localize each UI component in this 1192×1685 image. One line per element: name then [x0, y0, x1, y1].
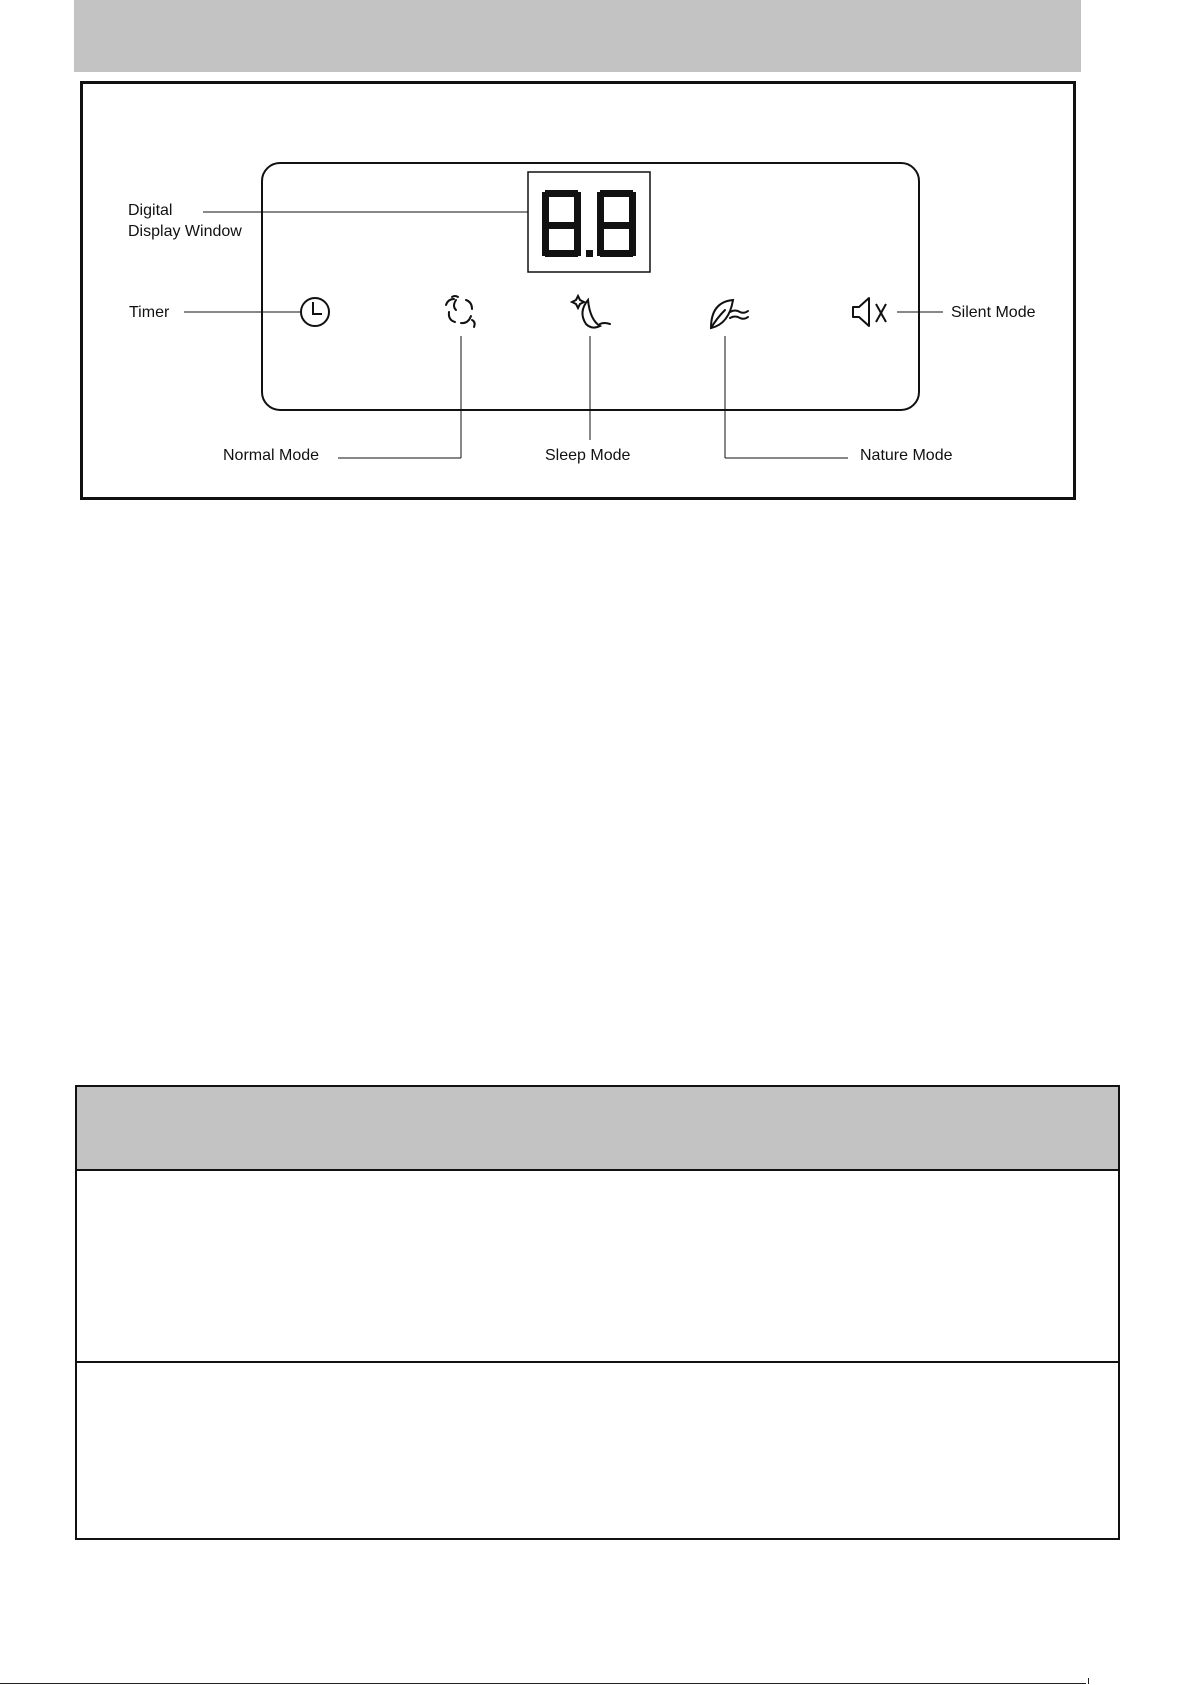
- label-digital-line2: Display Window: [128, 223, 242, 240]
- footer-tick: [1088, 1678, 1089, 1684]
- table-row: [77, 1363, 1118, 1538]
- leaf-wind-icon: [711, 300, 748, 328]
- label-nature-mode: Nature Mode: [860, 447, 953, 464]
- moon-star-icon: [572, 296, 610, 328]
- label-sleep-mode: Sleep Mode: [545, 447, 631, 464]
- label-timer: Timer: [129, 304, 170, 321]
- label-digital-line1: Digital: [128, 202, 173, 219]
- clock-icon: [301, 298, 329, 326]
- label-normal-mode: Normal Mode: [223, 447, 320, 464]
- footer-rule: [0, 1683, 1086, 1684]
- table-row: [77, 1171, 1118, 1363]
- info-table-header: [77, 1087, 1118, 1171]
- label-silent-mode: Silent Mode: [951, 304, 1036, 321]
- display-digit-8-right: [597, 190, 636, 257]
- display-digit-8-left: [542, 190, 581, 257]
- fan-icon: [446, 296, 475, 327]
- speaker-mute-icon: [853, 298, 886, 326]
- display-decimal-point: [586, 250, 593, 257]
- info-table: [75, 1085, 1120, 1540]
- diagram-frame: [82, 83, 1075, 499]
- control-panel-diagram: [0, 0, 1192, 520]
